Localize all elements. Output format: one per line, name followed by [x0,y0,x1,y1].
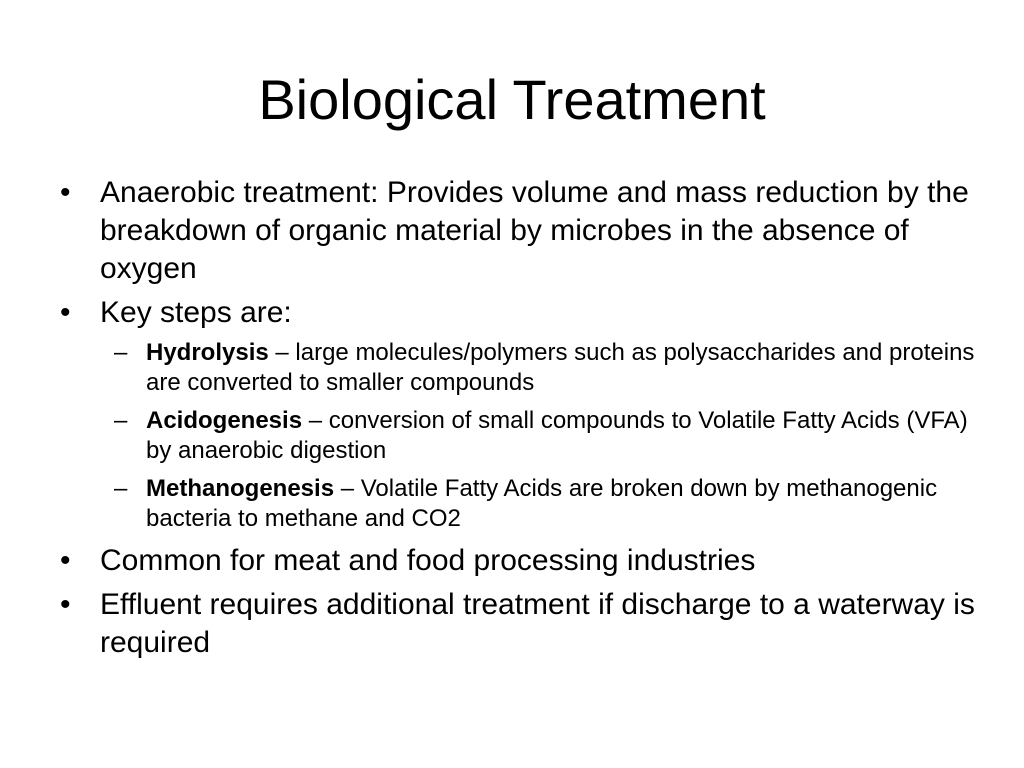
bullet-text: Common for meat and food processing industries [100,544,756,577]
step-description: – large molecules/polymers such as polysaccharides and proteins are converted to smaller compounds [146,339,975,396]
bullet-text: Effluent requires additional treatment if discharge to a waterway is required [100,588,975,659]
sub-bullet-marker: – [114,339,128,366]
sub-bullet-marker: – [114,407,128,434]
bullet-anaerobic-treatment [58,174,978,288]
step-term: Hydrolysis [146,339,269,366]
bullet-text: Key steps are: [100,296,292,329]
slide-title: Biological Treatment [258,68,766,131]
bullet-effluent [58,586,978,662]
sub-bullet-methanogenesis [114,474,978,534]
sub-bullet-marker: – [114,475,128,502]
bullet-marker: • [60,176,71,209]
step-term: Acidogenesis [146,407,303,434]
slide-body [58,174,978,668]
bullet-marker: • [60,588,71,621]
sub-bullet-acidogenesis [114,406,978,466]
step-term: Methanogenesis [146,475,335,502]
bullet-common-industries [58,542,978,580]
key-steps-list [58,338,978,534]
sub-bullet-hydrolysis [114,338,978,398]
bullet-marker: • [60,544,71,577]
step-description: – conversion of small compounds to Volatile Fatty Acids (VFA) by anaerobic digestion [146,407,968,464]
bullet-key-steps [58,294,978,332]
step-description: – Volatile Fatty Acids are broken down by methanogenic bacteria to methane and CO2 [146,475,938,532]
bullet-marker: • [60,296,71,329]
bullet-text: Anaerobic treatment: Provides volume and mass reduction by the breakdown of organic material by microbes in the absence of oxygen [100,176,969,285]
